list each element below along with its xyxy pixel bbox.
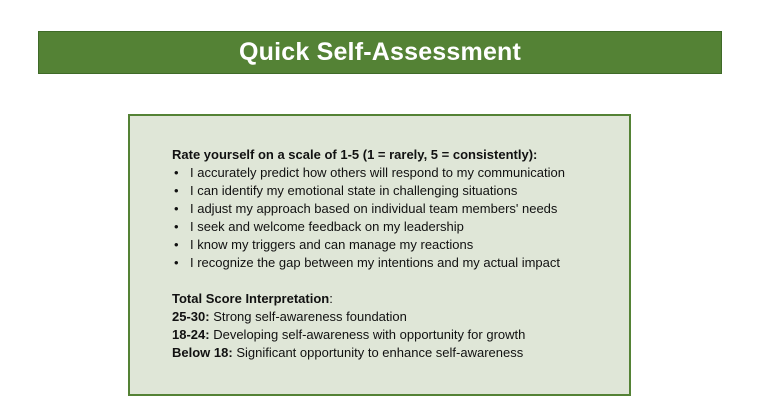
score-row (172, 326, 612, 344)
score-description: Strong self-awareness foundation (213, 309, 407, 324)
assessment-statement: I adjust my approach based on individual team members' needs (190, 201, 558, 216)
bullet-icon: • (174, 255, 179, 270)
bullet-icon: • (174, 201, 179, 216)
title-banner (38, 31, 722, 74)
assessment-statement: I accurately predict how others will respond to my communication (190, 165, 565, 180)
page-title: Quick Self-Assessment (238, 38, 522, 66)
list-item (172, 200, 612, 218)
score-range: Below 18: (172, 345, 233, 360)
interpretation-label: Total Score Interpretation (172, 291, 330, 306)
bullet-icon: • (174, 183, 179, 198)
bullet-icon: • (174, 165, 179, 180)
assessment-statement: I seek and welcome feedback on my leadership (190, 219, 464, 234)
interpretation-heading (172, 290, 612, 308)
list-item (172, 164, 612, 182)
bullet-icon: • (174, 219, 179, 234)
bullet-icon: • (174, 237, 179, 252)
assessment-list (172, 164, 612, 272)
section-gap (172, 272, 612, 290)
score-row (172, 308, 612, 326)
list-item (172, 218, 612, 236)
list-item (172, 236, 612, 254)
assessment-card (128, 114, 631, 396)
score-description: Developing self-awareness with opportunity for growth (213, 327, 526, 342)
score-range: 25-30: (172, 309, 210, 324)
list-item (172, 182, 612, 200)
assessment-statement: I recognize the gap between my intentions and my actual impact (190, 255, 560, 270)
score-range: 18-24: (172, 327, 210, 342)
assessment-statement: I know my triggers and can manage my reactions (190, 237, 474, 252)
interpretation-colon: : (329, 291, 333, 306)
list-item (172, 254, 612, 272)
rating-instructions: Rate yourself on a scale of 1-5 (1 = rarely, 5 = consistently): (172, 147, 538, 162)
assessment-statement: I can identify my emotional state in challenging situations (190, 183, 518, 198)
score-description: Significant opportunity to enhance self-awareness (236, 345, 524, 360)
assessment-content (172, 146, 612, 362)
score-row (172, 344, 612, 362)
